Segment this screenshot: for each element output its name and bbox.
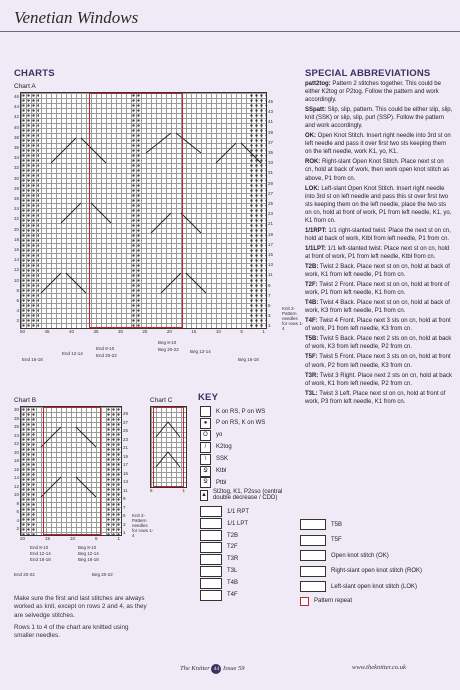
- key-label: Pattern repeat: [314, 598, 353, 604]
- chart-c-repeat-box: [153, 407, 184, 487]
- key-symbol-icon: [200, 566, 222, 577]
- column-number: 5: [94, 536, 98, 541]
- column-number: 5: [240, 329, 243, 334]
- key-item: [200, 578, 295, 589]
- row-number: 8: [16, 287, 19, 293]
- row-number: 27: [123, 419, 129, 425]
- key-heading: KEY: [198, 392, 219, 403]
- abbreviation-entry: T5B: Twist 5 Back. Place next 2 sts on cn, hold at back of work, K3 from left needle, P2 from cn.: [305, 336, 452, 351]
- row-number: 28: [13, 185, 19, 191]
- row-number: 26: [13, 424, 19, 429]
- chart-b-markers-end: End 8-10 End 12-14 End 16-18: [30, 545, 51, 562]
- chart-a-marker: End 12-14: [62, 351, 83, 356]
- row-number: 19: [268, 231, 274, 237]
- abbreviation-entry: OK: Open Knot Stitch. Insert right needle into 3rd st on left needle and pass it over first two sts keeping them on the left needle, work K1, yo, K1.: [305, 133, 451, 156]
- row-number: 38: [13, 134, 19, 140]
- key-item: [200, 518, 295, 529]
- key-label: T4F: [227, 592, 238, 598]
- row-number: 37: [268, 139, 274, 145]
- row-number: 21: [123, 445, 129, 450]
- row-number: 6: [16, 509, 19, 514]
- abbreviation-entry: patt2tog: Pattern 2 stitches together. This could be either K2tog or P2tog. Follow the pattern and work accordingly.: [305, 81, 441, 104]
- chart-b-marker: End 20-22: [14, 572, 35, 577]
- key-item: [200, 489, 295, 501]
- row-number: 22: [13, 216, 19, 222]
- key-symbol-icon: [300, 535, 326, 546]
- row-number: 4: [16, 517, 19, 523]
- column-number: 20: [20, 536, 26, 541]
- chart-b-label: Chart B: [14, 397, 37, 404]
- key-symbol-icon: [200, 506, 222, 517]
- chart-a-marker: Beg 8-10: [158, 340, 177, 345]
- key-symbol-icon: [200, 578, 222, 589]
- key-symbol-icon: [200, 530, 222, 541]
- chart-a-side-note: Knit 2-Pattern needles for rows 1-4: [282, 306, 304, 331]
- key-symbol-icon: [200, 406, 211, 417]
- row-number: 30: [13, 175, 19, 181]
- row-number: 8: [16, 500, 19, 506]
- row-number: 20: [13, 449, 19, 455]
- key-symbol-icon: [300, 581, 326, 592]
- chart-a-repeat-box: [89, 93, 183, 328]
- key-item: [200, 590, 295, 601]
- key-label: T5F: [331, 537, 342, 543]
- row-number: 35: [268, 150, 274, 156]
- key-item: [200, 542, 295, 553]
- abbreviation-entry: ROK: Right-slant Open Knot Stitch. Place next st on cn, hold at back of work, then work open knot stitch as above, P1 from cn.: [305, 159, 450, 182]
- abbreviation-entry: 1/1LPT: 1/1 left-slanted twist. Place next st on cn, hold at front of work, P1 from left needle, Ktbl from cn.: [305, 245, 450, 260]
- key-label: T2F: [227, 544, 238, 551]
- key-label: Ktbl: [216, 468, 227, 474]
- row-number: 23: [268, 211, 274, 217]
- row-number: 13: [268, 262, 274, 268]
- column-number: 1: [117, 536, 120, 541]
- row-number: 6: [16, 298, 19, 304]
- key-item: [200, 477, 295, 488]
- row-number: 16: [13, 247, 19, 253]
- row-number: 30: [13, 407, 19, 412]
- key-item: [200, 418, 295, 429]
- abbreviation-entry: T2B: Twist 2 Back. Place next st on cn, hold at back of work, K1 from left needle, P1 from cn.: [305, 263, 450, 279]
- key-label: Open knot stitch (OK): [331, 552, 389, 559]
- key-symbol-icon: O: [200, 430, 211, 441]
- row-number: 19: [123, 453, 129, 459]
- key-symbol-icon: /: [200, 442, 211, 453]
- chart-b-repeat-box: [43, 407, 101, 535]
- row-number: 4: [16, 308, 19, 314]
- chart-a-label: Chart A: [14, 83, 36, 90]
- key-item: [200, 506, 295, 517]
- key-symbol-icon: Ջ: [200, 477, 211, 488]
- abbreviation-entry: T2F: Twist 2 Front. Place next st on cn, hold at front of work, P1 from left needle, K1 from cn.: [305, 282, 450, 297]
- row-number: 39: [268, 129, 274, 135]
- chart-b-grid: [20, 406, 122, 536]
- abbreviations-list: [305, 80, 453, 408]
- row-number: 7: [123, 504, 126, 510]
- row-number: 11: [123, 487, 128, 493]
- column-number: 10: [69, 536, 75, 541]
- key-item: [200, 530, 295, 541]
- row-number: 20: [13, 226, 19, 232]
- pattern-repeat-icon: [300, 597, 309, 606]
- chart-a-grid: [20, 92, 267, 329]
- column-number: 1: [262, 329, 265, 334]
- row-number: 3: [268, 313, 271, 319]
- key-symbol-icon: ▲: [200, 490, 208, 501]
- key-item: [300, 566, 455, 577]
- row-number: 36: [13, 145, 19, 151]
- key-item: [300, 550, 455, 561]
- row-number: 27: [268, 190, 274, 196]
- row-number: 17: [268, 241, 274, 247]
- key-item: [200, 442, 295, 453]
- row-number: 24: [13, 206, 19, 212]
- row-number: 16: [13, 466, 19, 472]
- column-number: 35: [93, 329, 99, 334]
- abbreviation-entry: T4F: Twist 4 Front. Place next 3 sts on cn, hold at front of work, P1 from left needle, K3 from cn.: [305, 318, 451, 333]
- key-label: T3R: [227, 556, 239, 563]
- abbreviation-entry: SSpatt: Slip, slip, pattern. This could be either slip, slip, knit (SSK) or slip, slip, purl (SSP). Follow the pattern and work accordingly.: [305, 107, 453, 130]
- row-number: 10: [13, 492, 19, 497]
- column-number: 5: [150, 488, 153, 493]
- key-item: [200, 406, 295, 417]
- key-symbol-icon: \: [200, 454, 211, 465]
- key-label: yo: [216, 432, 223, 439]
- key-label: T3L: [227, 568, 238, 575]
- row-number: 23: [123, 436, 129, 442]
- key-item: [200, 566, 295, 577]
- row-number: 7: [268, 292, 271, 298]
- key-item: [200, 554, 295, 565]
- page-title: Venetian Windows: [14, 8, 139, 27]
- key-symbol-icon: ●: [200, 418, 211, 429]
- footer-magazine: The Knitter 44 Issue 59: [180, 665, 245, 672]
- column-number: 30: [117, 329, 123, 334]
- footer-url: www.theknitter.co.uk: [352, 664, 406, 671]
- row-number: 10: [13, 277, 19, 283]
- key-label: Ptbl: [216, 479, 227, 486]
- abbreviation-entry: T4B: Twist 4 Back. Place next st on cn, hold at back of work, K3 from left needle, P1 from cn.: [305, 300, 450, 315]
- row-number: 26: [13, 196, 19, 202]
- row-number: 14: [13, 475, 19, 480]
- column-number: 40: [68, 329, 74, 334]
- abbreviation-entry: LOK: Left-slant Open Knot Stitch. Insert right needle into 3rd st on left needle and pass this st over first two sts keeping them on the left needle, place the two sts on cn, hold at front of work, P1 from left needle, K1, yo, K1 from cn.: [305, 185, 452, 224]
- key-item: [300, 597, 455, 606]
- chart-a-row-numbers-right: [268, 97, 278, 332]
- key-symbol-icon: [300, 519, 326, 530]
- row-number: 13: [123, 479, 129, 484]
- key-item: [300, 535, 455, 546]
- key-symbol-icon: [200, 542, 222, 553]
- chart-a-marker: Beg 12-14: [190, 349, 211, 354]
- row-number: 31: [268, 170, 274, 176]
- chart-a-marker: End 8-10: [96, 346, 115, 351]
- abbreviation-entry: T5F: Twist 5 Front. Place next 3 sts on cn, hold at front of work, P2 from left needle, K3 from cn.: [305, 354, 451, 369]
- key-label: T2B: [227, 532, 239, 539]
- key-item: [200, 430, 295, 441]
- key-symbol-icon: Ջ: [200, 466, 211, 477]
- row-number: 25: [268, 201, 274, 207]
- row-number: 29: [268, 180, 274, 186]
- column-number: 20: [166, 329, 172, 334]
- column-number: 25: [142, 329, 148, 334]
- key-label: 1/1 LPT: [227, 520, 249, 527]
- row-number: 33: [268, 160, 274, 166]
- abbreviations-heading: SPECIAL ABBREVIATIONS: [305, 68, 431, 79]
- key-symbol-icon: [200, 518, 222, 529]
- row-number: 5: [123, 513, 126, 518]
- row-number: 40: [13, 124, 19, 130]
- key-label: SSK: [216, 456, 229, 463]
- chart-a-col-numbers: [20, 329, 265, 334]
- chart-b-col-numbers: [20, 536, 120, 541]
- chart-c-col-numbers: [150, 488, 185, 493]
- key-label: 1/1 RPT: [227, 508, 250, 515]
- chart-a-marker: Beg 20-22: [158, 347, 179, 352]
- key-item: [300, 519, 455, 530]
- row-number: 46: [13, 94, 19, 99]
- abbreviation-entry: T3R: Twist 3 Right. Place next 2 sts on cn, hold at back of work, K1 from left needle, P2 from cn.: [305, 372, 452, 387]
- row-number: 17: [123, 462, 129, 467]
- key-label: K on RS, P on WS: [216, 408, 266, 415]
- row-number: 21: [268, 221, 274, 227]
- selvedge-note: Make sure the first and last stitches are always worked as knit, except on rows 2 and 4, as they are selvedge stitches.: [14, 595, 147, 619]
- row-number: 43: [268, 109, 274, 115]
- column-number: 1: [182, 488, 185, 493]
- row-number: 44: [13, 104, 19, 110]
- key-label: Left-slant open knot stitch (LOK): [331, 583, 418, 590]
- column-number: 15: [191, 329, 197, 334]
- title-divider: [0, 31, 460, 32]
- column-number: 10: [215, 329, 221, 334]
- chart-c-grid: [150, 406, 187, 488]
- row-number: 45: [268, 99, 274, 104]
- page-number-badge: 44: [211, 664, 221, 674]
- key-symbol-icon: [300, 550, 326, 561]
- row-number: 25: [123, 428, 129, 433]
- row-number: 2: [16, 526, 19, 531]
- chart-b-row-numbers-left: [9, 406, 19, 534]
- key-label: T5B: [331, 521, 343, 528]
- row-number: 41: [268, 119, 274, 125]
- key-item: [300, 581, 455, 592]
- key-symbol-icon: [300, 566, 326, 577]
- row-number: 3: [123, 521, 126, 527]
- row-number: 29: [123, 411, 129, 416]
- row-number: 15: [268, 252, 274, 258]
- row-number: 2: [16, 318, 19, 324]
- row-number: 14: [13, 257, 19, 263]
- row-number: 18: [13, 236, 19, 242]
- row-number: 1: [268, 323, 271, 329]
- key-label: K2tog: [216, 444, 232, 451]
- row-number: 22: [13, 441, 19, 446]
- charts-heading: CHARTS: [14, 68, 55, 79]
- row-number: 15: [123, 470, 129, 476]
- row-number: 12: [13, 267, 19, 273]
- chart-c-label: Chart C: [150, 397, 173, 404]
- key-item: [200, 466, 295, 477]
- row-number: 32: [13, 165, 19, 171]
- abbreviation-entry: 1/1RPT: 1/1 right-slanted twist. Place the next st on cn, hold at back of work, Ktbl from left needle, P1 from cn.: [305, 227, 451, 242]
- row-number: 9: [123, 496, 126, 501]
- row-number: 28: [13, 415, 19, 421]
- column-number: 15: [44, 536, 50, 541]
- chart-b-markers-beg: Beg 8-10 Beg 12-14 Beg 16-18: [78, 545, 99, 562]
- key-item: [200, 454, 295, 465]
- row-number: 1: [123, 530, 126, 535]
- key-symbol-icon: [200, 554, 222, 565]
- row-number: 11: [268, 272, 273, 278]
- abbreviation-entry: T3L: Twist 3 Left. Place next st on cn, hold at front of work, P3 from left needle, K1 from cn.: [305, 390, 446, 405]
- row-number: 12: [13, 483, 19, 489]
- row-number: 9: [268, 282, 271, 288]
- key-label: Sl2tog, K1, P2sso (central double decrease / CDD): [212, 489, 283, 502]
- row-number: 42: [13, 114, 19, 120]
- key-label: T4B: [227, 580, 239, 587]
- row-number: 18: [13, 458, 19, 463]
- chart-a-row-numbers-left: [9, 92, 19, 327]
- chart-a-marker: End 20-22: [96, 353, 117, 358]
- chart-a-marker: Beg 16-18: [238, 357, 259, 362]
- chart-a-marker: End 16-18: [22, 357, 43, 362]
- key-label: P on RS, K on WS: [216, 420, 266, 427]
- chart-b-side-note: Knit 2-Pattern needles for rows 1-4: [132, 513, 154, 538]
- row-number: 34: [13, 155, 19, 161]
- key-symbol-icon: [200, 590, 222, 601]
- row-number: 24: [13, 432, 19, 438]
- needles-note: Rows 1 to 4 of the chart are knitted using smaller needles.: [14, 624, 129, 640]
- column-number: 50: [20, 329, 26, 334]
- column-number: 45: [44, 329, 50, 334]
- row-number: 5: [268, 303, 271, 309]
- key-label: Right-slant open knot stitch (ROK): [331, 568, 423, 574]
- chart-b-marker: Beg 20-22: [92, 572, 113, 577]
